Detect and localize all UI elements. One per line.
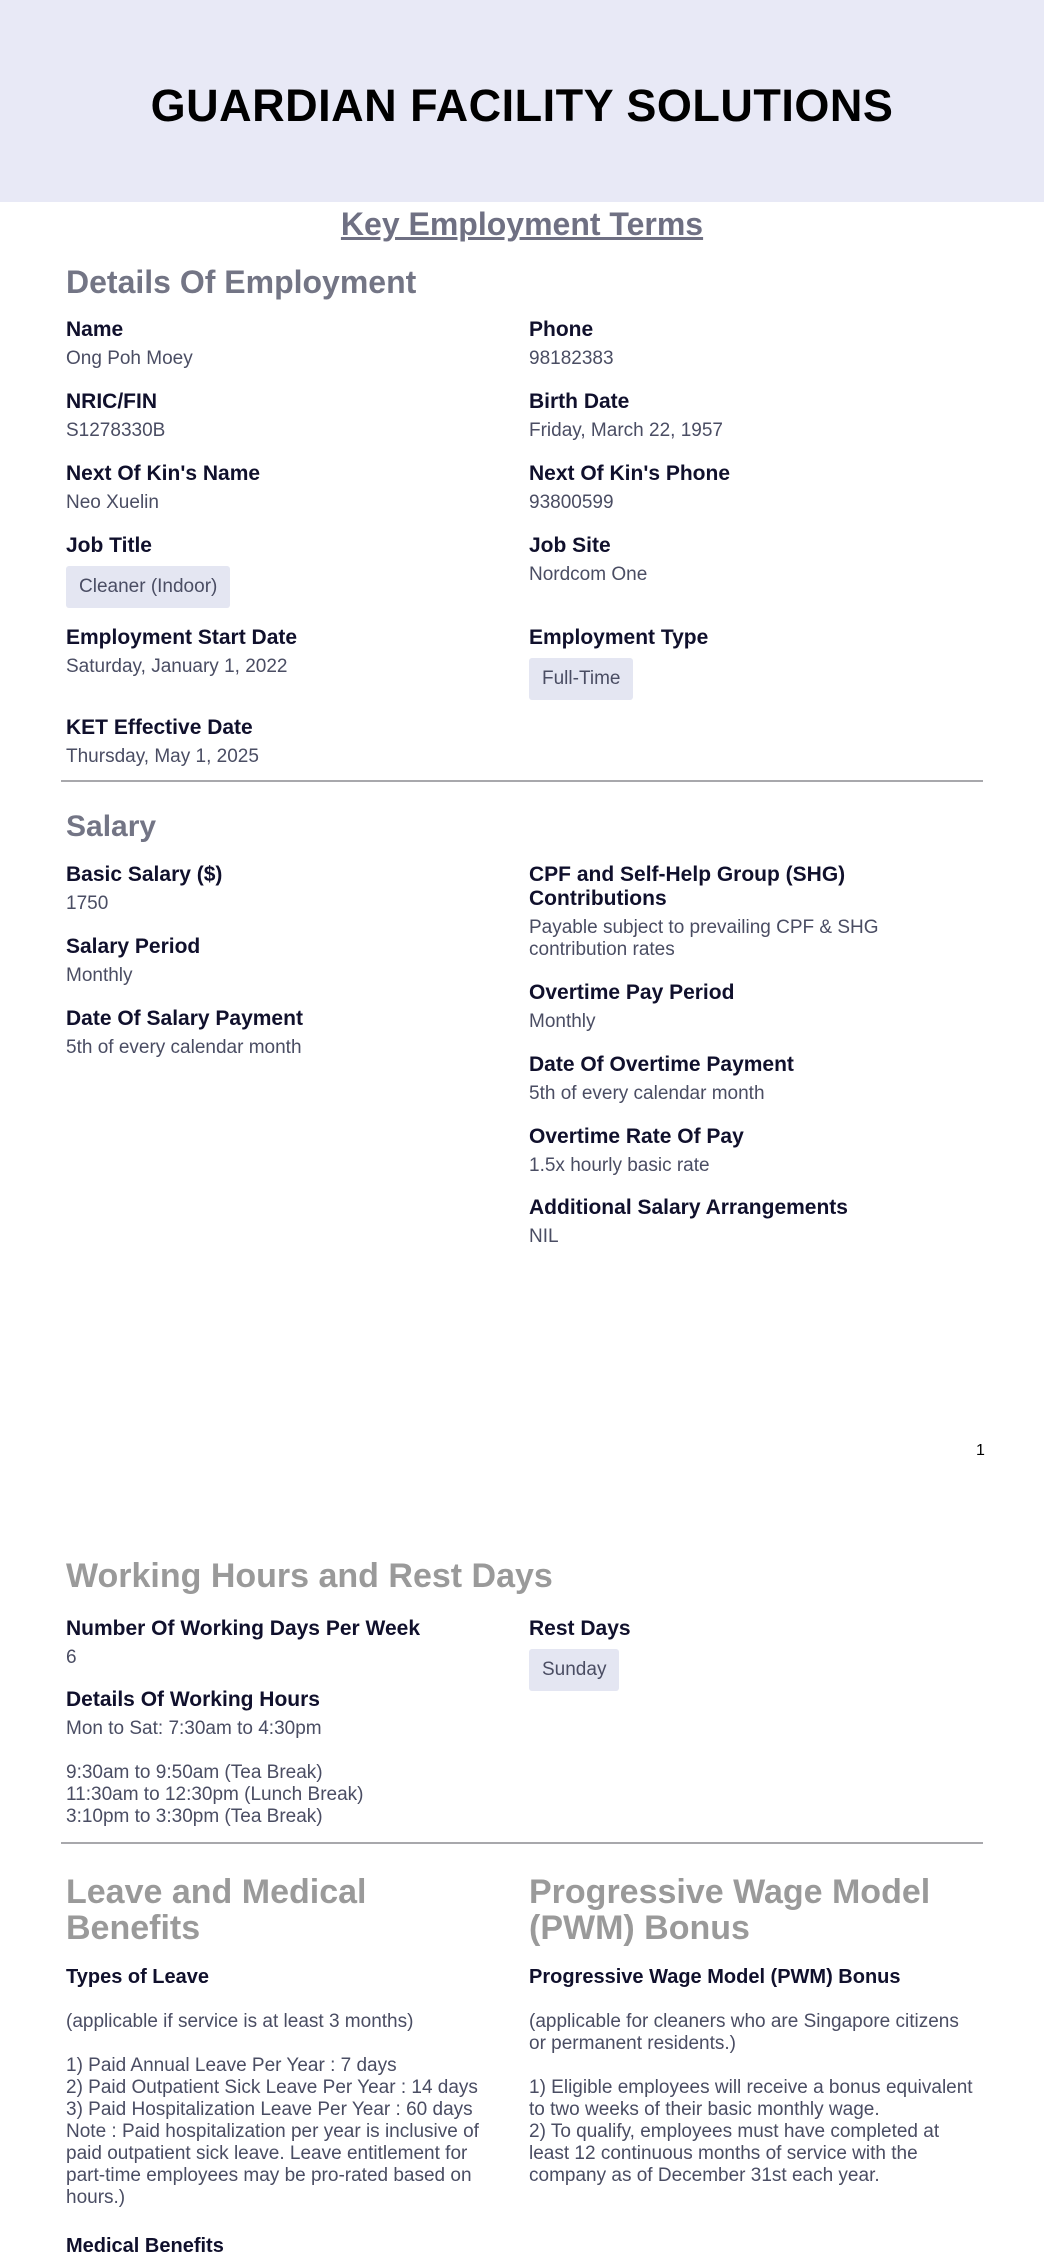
ot-period-field: [529, 981, 969, 1033]
leave-item-1: 1) Paid Annual Leave Per Year : 7 days: [66, 2055, 397, 2076]
working-hours-label: Details Of Working Hours: [66, 1688, 320, 1711]
ot-payment-date-label: Date Of Overtime Payment: [529, 1053, 794, 1076]
nric-label: NRIC/FIN: [66, 390, 157, 413]
working-hours-field: [66, 1688, 506, 1828]
ket-date-value: Thursday, May 1, 2025: [66, 746, 259, 767]
rest-days-field: [529, 1617, 969, 1691]
employment-type-field: [529, 626, 969, 700]
ot-payment-date-value: 5th of every calendar month: [529, 1083, 765, 1104]
working-hours-line1: Mon to Sat: 7:30am to 4:30pm: [66, 1718, 322, 1739]
job-site-label: Job Site: [529, 534, 611, 557]
ket-date-label: KET Effective Date: [66, 716, 253, 739]
nric-value: S1278330B: [66, 420, 166, 441]
start-date-value: Saturday, January 1, 2022: [66, 656, 288, 677]
kin-phone-value: 93800599: [529, 492, 614, 513]
name-label: Name: [66, 318, 124, 341]
cpf-field: [529, 863, 969, 961]
document-title: Key Employment Terms: [340, 206, 704, 242]
pwm-applicable: (applicable for cleaners who are Singapore citizens or permanent residents.): [529, 2011, 959, 2054]
header-banner: [0, 0, 1044, 202]
salary-payment-date-label: Date Of Salary Payment: [66, 1007, 303, 1030]
salary-period-value: Monthly: [66, 965, 133, 986]
employment-type-chip: Full-Time: [529, 658, 633, 700]
kin-name-label: Next Of Kin's Name: [66, 462, 261, 485]
basic-salary-value: 1750: [66, 893, 109, 914]
cpf-value: Payable subject to prevailing CPF & SHG contribution rates: [529, 917, 879, 960]
working-hours-line2: 9:30am to 9:50am (Tea Break): [66, 1762, 323, 1783]
pwm-item-2: 2) To qualify, employees must have completed at least 12 continuous months of service with the company as of December 31st each year.: [529, 2121, 940, 2186]
pwm-item-1: 1) Eligible employees will receive a bonus equivalent to two weeks of their basic monthly wage.: [529, 2077, 973, 2120]
ot-rate-label: Overtime Rate Of Pay: [529, 1125, 744, 1148]
working-hours-line3: 11:30am to 12:30pm (Lunch Break): [66, 1784, 364, 1805]
ot-rate-value: 1.5x hourly basic rate: [529, 1155, 710, 1176]
birth-date-value: Friday, March 22, 1957: [529, 420, 723, 441]
employment-type-label: Employment Type: [529, 626, 709, 649]
additional-salary-label: Additional Salary Arrangements: [529, 1196, 848, 1219]
nric-field: [66, 390, 506, 442]
birth-date-field: [529, 390, 969, 442]
kin-phone-label: Next Of Kin's Phone: [529, 462, 731, 485]
additional-salary-value: NIL: [529, 1226, 559, 1247]
kin-name-field: [66, 462, 506, 514]
working-days-field: [66, 1617, 506, 1669]
basic-salary-label: Basic Salary ($): [66, 863, 223, 886]
phone-value: 98182383: [529, 348, 614, 369]
job-site-field: [529, 534, 969, 586]
cpf-label: CPF and Self-Help Group (SHG) Contributions: [529, 863, 846, 910]
rest-days-chip: Sunday: [529, 1649, 619, 1691]
ot-period-value: Monthly: [529, 1011, 596, 1032]
employment-section-title: Details Of Employment: [66, 264, 417, 300]
phone-field: [529, 318, 969, 370]
job-title-field: [66, 534, 506, 608]
ot-rate-field: [529, 1125, 969, 1177]
leave-types-label: Types of Leave: [66, 1966, 210, 1988]
salary-period-label: Salary Period: [66, 935, 201, 958]
ket-date-field: [66, 716, 506, 768]
phone-label: Phone: [529, 318, 594, 341]
salary-period-field: [66, 935, 506, 987]
hours-section-title: Working Hours and Rest Days: [66, 1557, 553, 1595]
salary-payment-date-field: [66, 1007, 506, 1059]
leave-item-2: 2) Paid Outpatient Sick Leave Per Year : 14 days: [66, 2077, 478, 2098]
birth-date-label: Birth Date: [529, 390, 630, 413]
pwm-section-title: Progressive Wage Model (PWM) Bonus: [529, 1873, 931, 1947]
leave-note: Note : Paid hospitalization per year is inclusive of paid outpatient sick leave. Leave entitlement for part-time employees may be pro-rated based on hours.): [66, 2121, 479, 2208]
section-divider: [61, 1842, 983, 1844]
pwm-column: [529, 1874, 979, 2187]
ot-period-label: Overtime Pay Period: [529, 981, 735, 1004]
job-title-label: Job Title: [66, 534, 152, 557]
leave-section-title: Leave and Medical Benefits: [66, 1873, 367, 1947]
medical-benefits-label: Medical Benefits: [66, 2235, 224, 2257]
job-title-chip: Cleaner (Indoor): [66, 566, 230, 608]
start-date-label: Employment Start Date: [66, 626, 298, 649]
ot-payment-date-field: [529, 1053, 969, 1105]
start-date-field: [66, 626, 506, 678]
pwm-sub-label: Progressive Wage Model (PWM) Bonus: [529, 1966, 901, 1988]
working-hours-line4: 3:10pm to 3:30pm (Tea Break): [66, 1806, 323, 1827]
basic-salary-field: [66, 863, 506, 915]
additional-salary-field: [529, 1196, 969, 1248]
working-days-label: Number Of Working Days Per Week: [66, 1617, 420, 1640]
job-site-value: Nordcom One: [529, 564, 648, 585]
leave-column: [66, 1874, 496, 2258]
working-days-value: 6: [66, 1647, 77, 1668]
rest-days-label: Rest Days: [529, 1617, 631, 1640]
name-field: [66, 318, 506, 370]
leave-applicable: (applicable if service is at least 3 months): [66, 2011, 414, 2032]
kin-phone-field: [529, 462, 969, 514]
company-name: GUARDIAN FACILITY SOLUTIONS: [150, 80, 894, 131]
page-number: 1: [976, 1442, 985, 1459]
salary-section-title: Salary: [66, 810, 157, 843]
kin-name-value: Neo Xuelin: [66, 492, 159, 513]
section-divider: [61, 780, 983, 782]
name-value: Ong Poh Moey: [66, 348, 193, 369]
salary-payment-date-value: 5th of every calendar month: [66, 1037, 302, 1058]
leave-item-3: 3) Paid Hospitalization Leave Per Year : 60 days: [66, 2099, 473, 2120]
